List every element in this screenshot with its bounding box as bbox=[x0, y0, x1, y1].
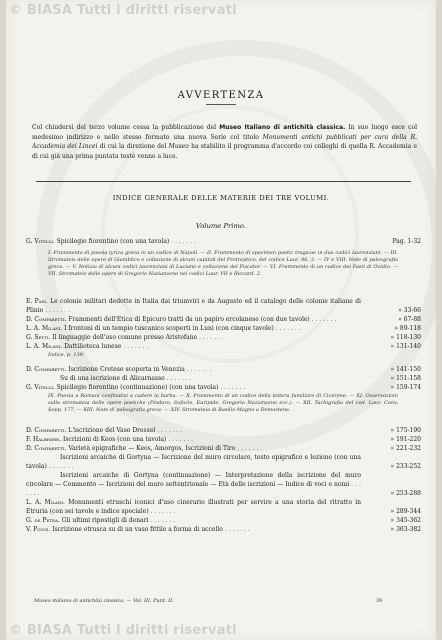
entry-body bbox=[26, 325, 421, 334]
index-entry bbox=[26, 454, 421, 472]
index-entry bbox=[26, 499, 421, 517]
entry-pages: » 131-140 bbox=[390, 343, 421, 350]
entry-pages: » 33-66 bbox=[398, 306, 421, 314]
entry-title: Varietà epigrafiche — Keos, Amorgos, Iscrizioni di Tiro bbox=[68, 445, 236, 452]
entry-title: Il linguaggio dell'uso comune presso Aristofane bbox=[52, 334, 198, 341]
entry-pages: » 345-362 bbox=[390, 517, 421, 524]
entry-title: Gli ultimi ripostigli di denari bbox=[61, 517, 149, 524]
entry-leader-dots: . . . . . . . bbox=[197, 334, 224, 341]
entry-body bbox=[26, 436, 421, 445]
entry-leader-dots: . . . . . . . bbox=[235, 445, 263, 452]
index-entry bbox=[26, 334, 421, 343]
entry-pages: » 233-252 bbox=[390, 462, 421, 470]
document-page bbox=[6, 0, 436, 640]
entry-body bbox=[26, 334, 421, 343]
entry-body bbox=[26, 526, 421, 535]
entry-pages: » 363-382 bbox=[390, 526, 421, 533]
index-title: INDICE GENERALE DELLE MATERIE DEI TRE VOLUMI. bbox=[112, 194, 330, 202]
index-entry bbox=[26, 517, 421, 526]
entry-body bbox=[26, 517, 421, 526]
entry-description: IX. Poesia a Romani confinatisi a cadere la barba. — X. Frammento di un codice della lettera familiare di Cicerone. — XI. Osservazioni sulla stromateia delle opere poetiche (Pindaro, Sofocle, Euripide, Gregorio Nazianzeno ecc.). — XII. Tachigrafia del cod. Laur. Conv. Sopp. 177. — XIII. Note di paleografia greca. — XIV. Stromateia di Basilio Magno a Demostene. bbox=[48, 393, 398, 413]
entry-leader-dots: . . . . . . . bbox=[148, 517, 176, 524]
entry-body bbox=[26, 472, 421, 498]
entry-title: Spicilegio fiorentino (continuazione) (con una tavola) bbox=[56, 384, 219, 391]
entry-author: G. Setti. bbox=[26, 334, 51, 341]
title-rule bbox=[206, 104, 236, 105]
entry-pages: » 253-288 bbox=[390, 489, 421, 497]
index-entry bbox=[26, 526, 421, 535]
entry-pages: » 175-190 bbox=[390, 427, 421, 434]
entry-author: E. Pais. bbox=[26, 298, 48, 305]
entry-title: Dattilioteca lunese bbox=[64, 343, 122, 350]
entry-pages: » 159-174 bbox=[390, 384, 421, 391]
entry-title: Iscrizioni arcaiche di Gortyna — Iscrizione del muro circolare, testo epigrafico e lezione (con una tavola) bbox=[26, 454, 361, 470]
entry-leader-dots: . . . . . . . bbox=[43, 306, 70, 314]
entry-title: Monumenti etruschi iconici d'uso cinerario illustrati per servire a una storia del ritratto in Etruria (con sei tavole e indice speciale) bbox=[26, 499, 362, 515]
entry-author: D. Comparetti. bbox=[26, 427, 67, 434]
entry-body bbox=[26, 375, 421, 384]
index-entry bbox=[26, 427, 421, 436]
entry-pages: » 221-232 bbox=[390, 445, 421, 452]
entry-body bbox=[26, 445, 421, 454]
entry-body bbox=[26, 316, 421, 325]
index-entry bbox=[26, 298, 421, 316]
intro-paragraph: Col chiudersi del terzo volume cessa la pubblicazione del Museo Italiano di antichità classica. In suo luogo esce col medesimo indirizzo e nello stesso formato una nuova Serie col titolo Monumenti antichi pubblicati per cura della R. Accademia dei Lincei di cui la direzione del Museo ha stabilito il programma d'accordo coi colleghi di quella R. Accademia e di cui già una prima puntata testè venne a luce. bbox=[32, 124, 418, 160]
entry-title: Iscrizione etrusca su di un vaso fittile a forma di uccello bbox=[52, 526, 223, 533]
entry-title: Spicilegio fiorentino (con una tavola) bbox=[56, 238, 170, 245]
entry-leader-dots: . . . . . . . bbox=[166, 436, 193, 443]
entry-title: L'iscrizione del Vaso Dressel bbox=[68, 427, 156, 434]
entry-title: Iscrizioni di Keos (con una tavola) bbox=[63, 436, 167, 443]
entry-body bbox=[26, 366, 421, 375]
index-entry bbox=[26, 436, 421, 445]
entry-body bbox=[26, 454, 421, 472]
entry-description: I. Frammento di poesia lyrica greca in un codice di Napoli. — II. Frammento di specimen poetic tragicae in due codici laurenziani. — III. Stromateis delle opere di Giamblico e collazione di alcuni capitoli del Protreptico, del codice Laur. 86, 3. — IV e VIII. Note di paleografia greca. — V. Notizia di alcuni codici laurenziani di Luciano e collazione del Piscator. — VI. Frammento di un codice dei Fasti di Ovidio. — VII. Stromateis delle opere di Gregorio Nazianzeno nei codici Laur. VII e Riccard. 2. bbox=[48, 250, 398, 277]
index-entry bbox=[26, 316, 421, 325]
entry-title: Frammenti dell'Etica di Epicuro tratti da un papiro ercolanese (con due tavole) bbox=[68, 316, 310, 323]
entry-pages: » 151-158 bbox=[390, 375, 421, 382]
entry-leader-dots: . . . . . . . bbox=[222, 526, 250, 533]
entry-title: Iscrizioni arcaiche di Gortyna (continuazione) — Interpretazione della iscrizione del muro circolare — Commento — Iscrizioni del muro settentrionale — Età delle iscrizioni — Indice di voci e nomi bbox=[26, 472, 361, 488]
entry-title: Su di una iscrizione di Alicarnasso bbox=[60, 375, 165, 382]
entry-author: G. Vitelli. bbox=[26, 384, 55, 391]
entry-title: Le colonie militari dedotte in Italia dai triumviri e da Augusto ed il catalogo delle colonie italiane di Plinio bbox=[26, 298, 361, 314]
entry-author: F. Halbherr. bbox=[26, 436, 62, 443]
footer-note: Museo italiano di antichità classica. — Vol. III. Punt. II. bbox=[34, 598, 174, 604]
entry-pages: » 118-130 bbox=[390, 334, 421, 341]
entry-leader-dots: . . . . . . . bbox=[164, 375, 192, 382]
entry-leader-dots: . . . . . . . bbox=[273, 325, 301, 332]
section-divider bbox=[36, 181, 411, 182]
volume-title: Volume Primo. bbox=[195, 222, 247, 230]
index-entry bbox=[26, 472, 421, 498]
entry-title: Iscrizione Cretese scoperta in Venezia bbox=[68, 366, 185, 373]
watermark-top: © BIASA Tutti i diritti riservati bbox=[9, 3, 237, 18]
entry-pages: » 289-344 bbox=[390, 507, 421, 515]
entry-body bbox=[26, 238, 421, 247]
entry-body bbox=[26, 384, 421, 393]
entry-author: G. de Petra. bbox=[26, 517, 60, 524]
index-entry bbox=[26, 325, 421, 334]
entry-description: Indice, p. 139. bbox=[48, 352, 85, 358]
entry-title: I frontoni di un tempio tuscanico scoperti in Luni (con cinque tavole) bbox=[64, 325, 274, 332]
entry-body bbox=[26, 427, 421, 436]
entry-pages: » 191-220 bbox=[390, 436, 421, 443]
index-entry bbox=[26, 238, 421, 247]
index-entry bbox=[26, 445, 421, 454]
entry-body bbox=[26, 298, 421, 316]
entry-leader-dots: . . . . . . . bbox=[46, 462, 74, 470]
entry-body bbox=[26, 499, 421, 517]
entry-leader-dots: . . . . . . . bbox=[26, 480, 361, 497]
entry-leader-dots: . . . . . . . bbox=[155, 427, 182, 434]
entry-author: L. A. Milani. bbox=[26, 325, 63, 332]
index-entry bbox=[26, 384, 421, 393]
entry-author: D. Comparetti. bbox=[26, 445, 67, 452]
entry-author: V. Poggi. bbox=[26, 526, 51, 533]
entry-pages: Pag. 1-32 bbox=[392, 238, 421, 245]
entry-leader-dots: . . . . . . . bbox=[184, 366, 212, 373]
entry-body bbox=[26, 343, 421, 352]
entry-leader-dots: . . . . . . . bbox=[218, 384, 246, 391]
entry-pages: » 67-88 bbox=[398, 316, 421, 323]
entry-leader-dots: . . . . . . . bbox=[148, 507, 176, 515]
entry-leader-dots: . . . . . . . bbox=[309, 316, 337, 323]
entry-author: D. Comparetti. bbox=[26, 316, 67, 323]
index-entry bbox=[26, 366, 421, 375]
index-entry bbox=[26, 343, 421, 352]
index-entry bbox=[26, 375, 421, 384]
entry-author: D. Comparetti. bbox=[26, 366, 67, 373]
entry-pages: » 141-150 bbox=[390, 366, 421, 373]
entry-author: G. Vitelli. bbox=[26, 238, 55, 245]
watermark-bottom: © BIASA Tutti i diritti riservati bbox=[9, 623, 237, 638]
entry-leader-dots: . . . . . . . bbox=[169, 238, 196, 245]
entry-leader-dots: . . . . . . . bbox=[121, 343, 149, 350]
footer-signature: 39 bbox=[376, 598, 383, 604]
entry-pages: » 89-118 bbox=[394, 325, 421, 332]
entry-author: L. A. Milani. bbox=[26, 499, 65, 506]
page-title: AVVERTENZA bbox=[177, 90, 265, 101]
entry-author: L. A. Milani. bbox=[26, 343, 63, 350]
